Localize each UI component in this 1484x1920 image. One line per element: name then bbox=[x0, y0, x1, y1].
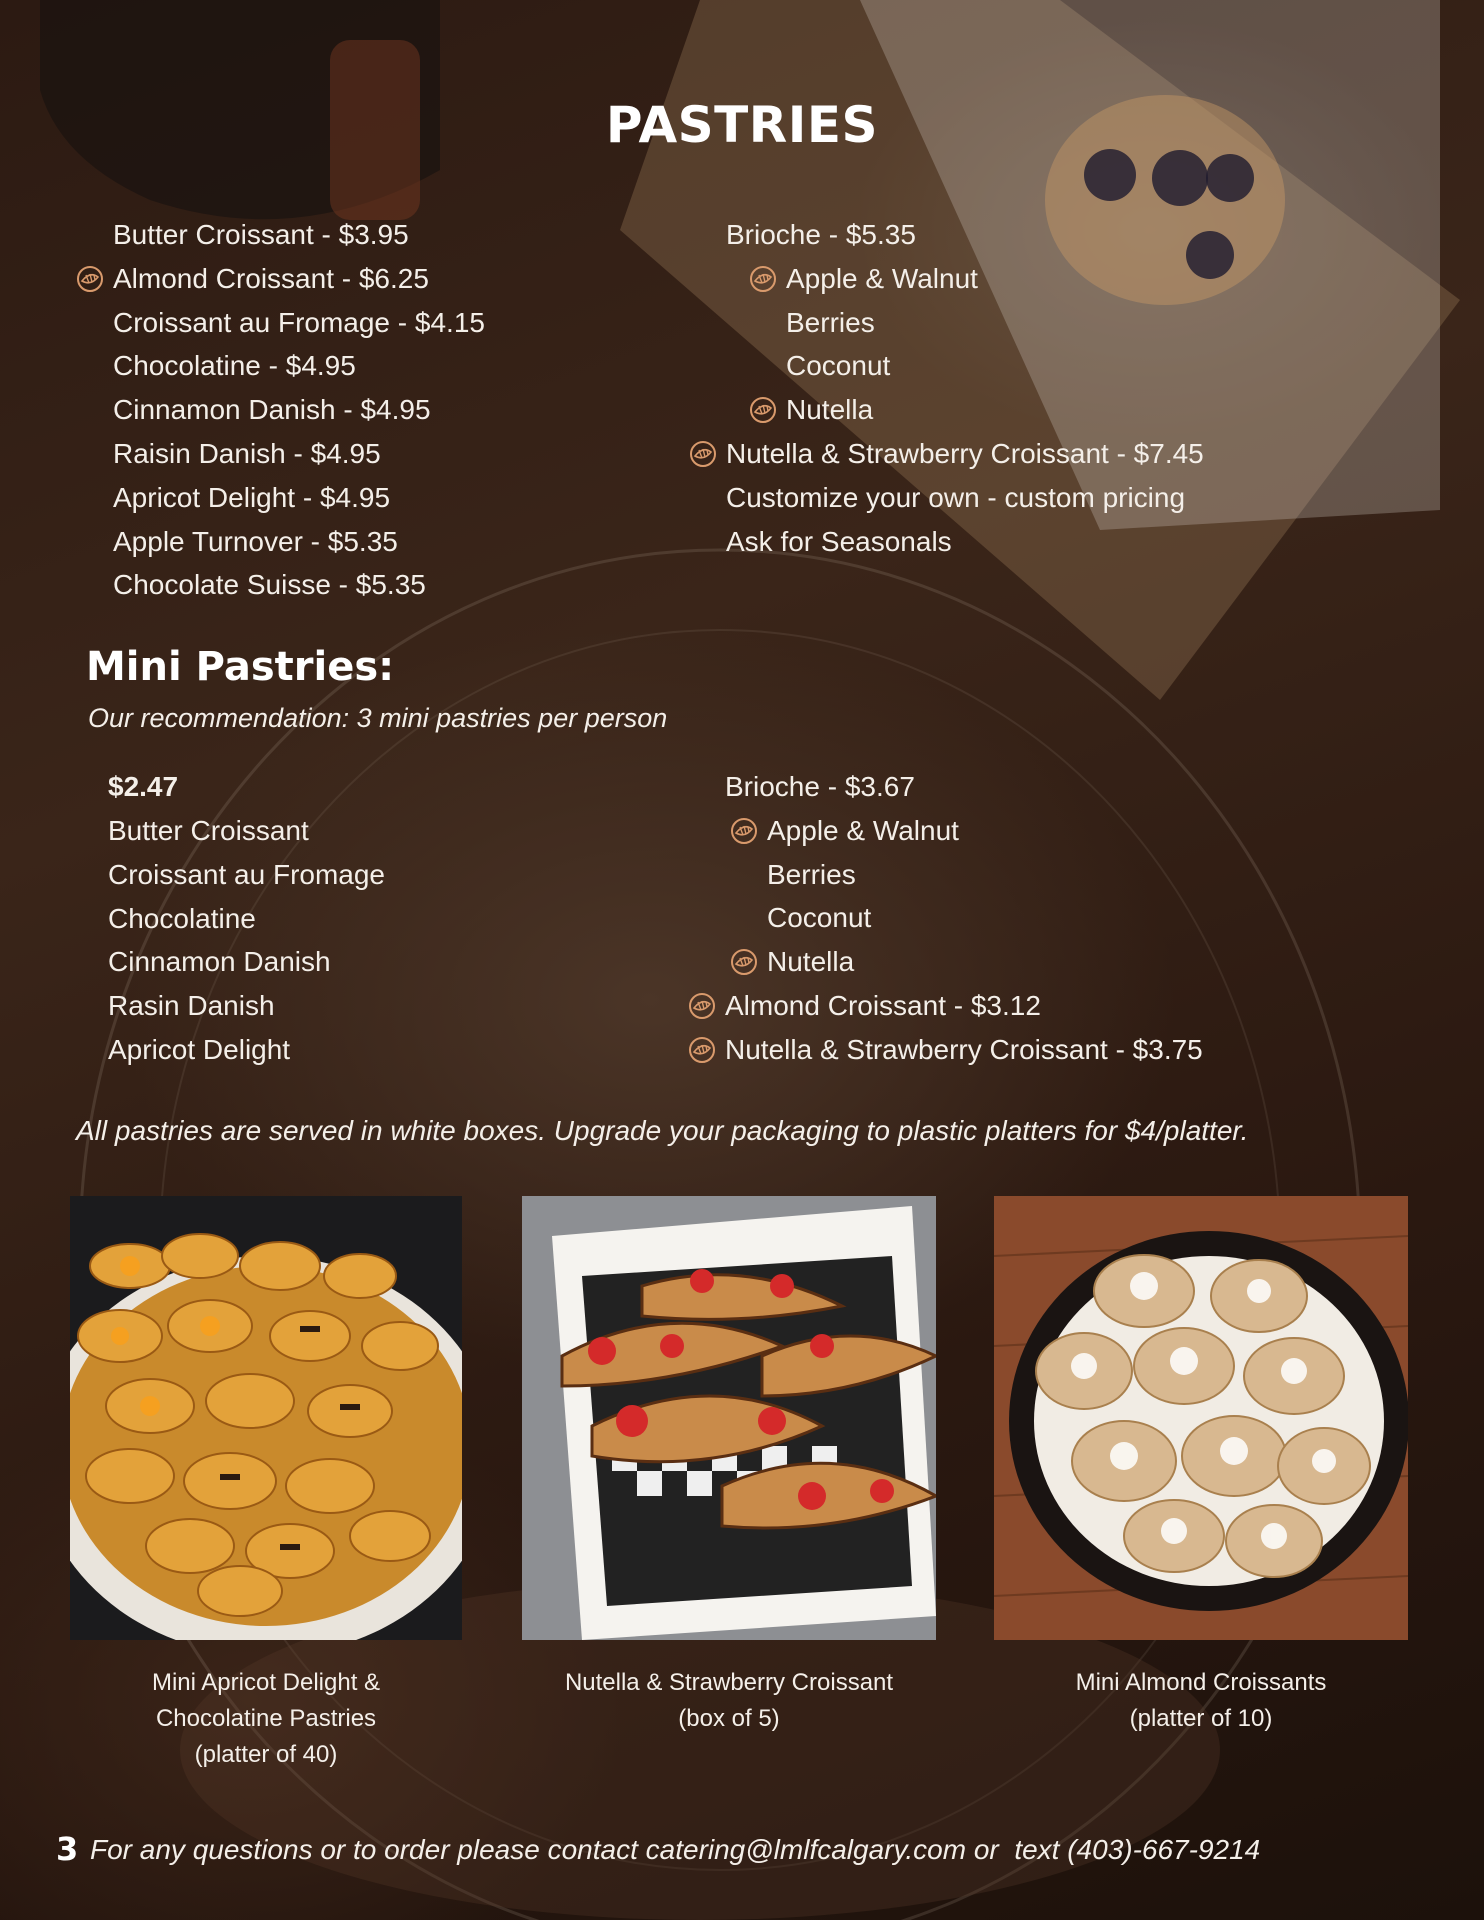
caption-line: Nutella & Strawberry Croissant bbox=[564, 1669, 894, 1696]
menu-item: Chocolate Suisse - $5.35 bbox=[113, 569, 426, 601]
pastry-badge-icon bbox=[748, 264, 778, 294]
menu-item: Berries bbox=[786, 306, 875, 338]
caption-line: (platter of 10) bbox=[1129, 1705, 1273, 1732]
menu-item: Ask for Seasonals bbox=[726, 525, 952, 557]
photo-caption-mini-apricot bbox=[70, 1665, 462, 1773]
packaging-note: All pastries are served in white boxes. Upgrade your packaging to plastic platters for $4/platter. bbox=[76, 1115, 1249, 1146]
caption-line: Mini Apricot Delight & bbox=[151, 1669, 381, 1696]
menu-item: Chocolatine - $4.95 bbox=[113, 350, 356, 382]
caption-line: (platter of 40) bbox=[194, 1741, 338, 1768]
caption-line: (box of 5) bbox=[678, 1705, 780, 1732]
menu-item: Apple & Walnut bbox=[786, 262, 978, 294]
menu-item: Almond Croissant - $6.25 bbox=[113, 262, 429, 294]
mini-menu-item: Nutella bbox=[767, 946, 855, 978]
pastry-badge-icon bbox=[688, 439, 718, 469]
mini-menu-item: Nutella & Strawberry Croissant - $3.75 bbox=[725, 1033, 1203, 1065]
page-number: 3 bbox=[56, 1830, 79, 1868]
mini-menu-item: Apricot Delight bbox=[108, 1034, 291, 1065]
pastry-badge-icon bbox=[729, 947, 759, 977]
mini-price-header: $2.47 bbox=[108, 771, 179, 802]
photo-caption-mini-almond bbox=[994, 1665, 1408, 1737]
caption-line: Mini Almond Croissants bbox=[1075, 1669, 1327, 1696]
mini-pastries-heading: Mini Pastries: bbox=[86, 644, 395, 690]
mini-menu-item: Almond Croissant - $3.12 bbox=[725, 990, 1041, 1021]
menu-item: Cinnamon Danish - $4.95 bbox=[113, 394, 431, 426]
mini-menu-item: Cinnamon Danish bbox=[108, 946, 331, 978]
photo-mini-apricot-chocolatine bbox=[70, 1196, 462, 1640]
mini-menu-item: Coconut bbox=[767, 902, 872, 934]
mini-menu-item: Apple & Walnut bbox=[767, 814, 959, 846]
page-title: PASTRIES bbox=[605, 96, 879, 154]
menu-item: Customize your own - custom pricing bbox=[726, 481, 1186, 513]
menu-item: Nutella bbox=[786, 394, 874, 426]
menu-item: Apricot Delight - $4.95 bbox=[113, 481, 391, 513]
caption-line: Chocolatine Pastries bbox=[155, 1705, 377, 1732]
menu-item: Brioche - $5.35 bbox=[726, 219, 916, 250]
pastry-badge-icon bbox=[748, 395, 778, 425]
pastry-badge-icon bbox=[729, 816, 759, 846]
mini-menu-item: Brioche - $3.67 bbox=[725, 771, 915, 802]
mini-menu-item: Croissant au Fromage bbox=[108, 858, 386, 890]
footer-contact: For any questions or to order please contact catering@lmlfcalgary.com or text (403)-667-9214 bbox=[90, 1834, 1261, 1865]
mini-recommendation: Our recommendation: 3 mini pastries per person bbox=[88, 703, 668, 733]
menu-item: Nutella & Strawberry Croissant - $7.45 bbox=[726, 438, 1204, 469]
menu-item: Butter Croissant - $3.95 bbox=[113, 219, 409, 250]
pastry-badge-icon bbox=[687, 1035, 717, 1065]
menu-item: Croissant au Fromage - $4.15 bbox=[113, 306, 485, 338]
menu-item: Apple Turnover - $5.35 bbox=[113, 525, 398, 557]
pastry-badge-icon bbox=[75, 264, 105, 294]
mini-menu-item: Berries bbox=[767, 858, 856, 890]
photo-mini-almond-croissants bbox=[994, 1196, 1408, 1640]
mini-menu-item: Butter Croissant bbox=[108, 815, 309, 846]
menu-item: Raisin Danish - $4.95 bbox=[113, 438, 381, 469]
mini-menu-item: Rasin Danish bbox=[108, 990, 275, 1022]
menu-item: Coconut bbox=[786, 350, 891, 382]
photo-caption-nutella-strawberry bbox=[522, 1665, 936, 1737]
pastry-badge-icon bbox=[687, 991, 717, 1021]
mini-menu-item: Chocolatine bbox=[108, 902, 256, 934]
photo-nutella-strawberry-croissant bbox=[522, 1196, 936, 1640]
